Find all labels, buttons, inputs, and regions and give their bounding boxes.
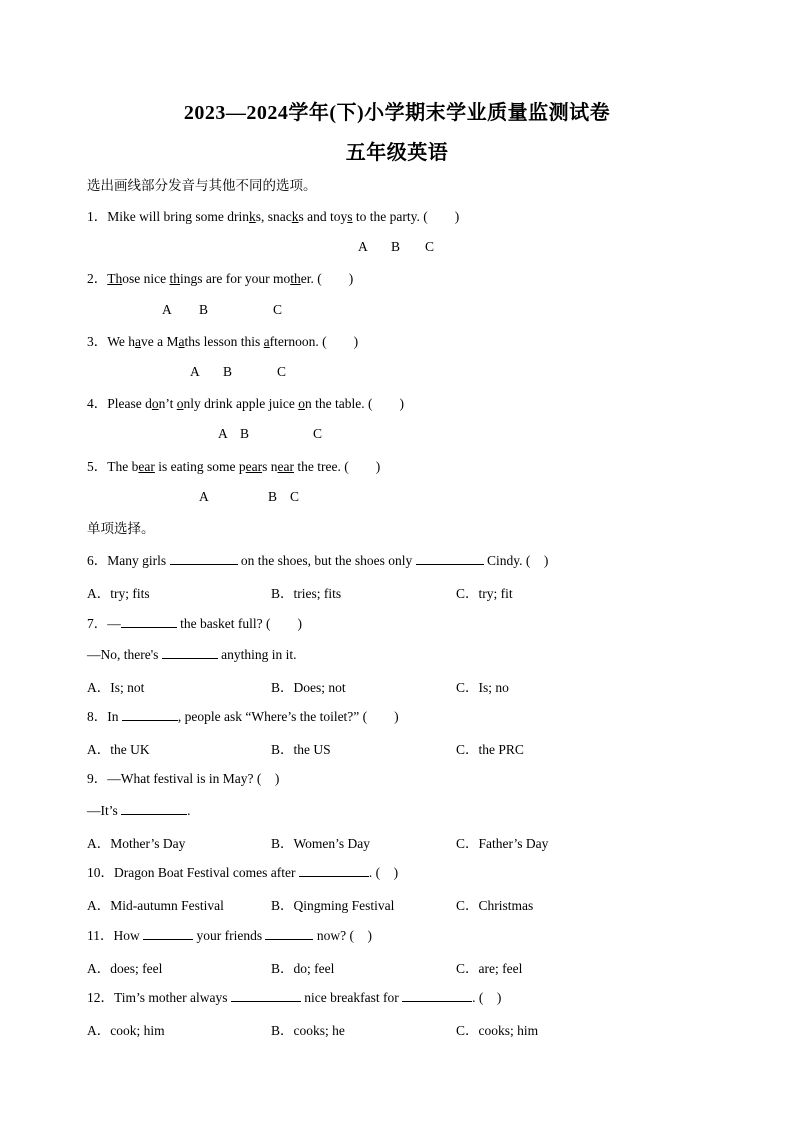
q8-option-b[interactable]: B．the US [271,742,331,757]
q2-label-b: B [199,302,209,317]
q12-stem-mid: nice breakfast for [300,990,403,1005]
q9-stem: 9．—What festival is in May? [87,771,254,786]
q11-stem: 11．How [87,928,144,943]
answer-blank[interactable] [121,801,187,815]
question-8 [87,707,399,726]
q8-option-c[interactable]: C．the PRC [456,742,524,757]
q11-option-a[interactable]: A．does; feel [87,961,163,976]
q3-label-c: C [277,364,287,379]
question-3 [87,333,358,351]
answer-blank[interactable] [162,645,218,659]
q4-label-c: C [313,426,323,441]
q11-option-c[interactable]: C．are; feel [456,961,523,976]
q12-option-b[interactable]: B．cooks; he [271,1023,345,1038]
q1-number: 1． [87,209,108,224]
q4-label-a: A [218,426,228,441]
q2-number: 2． [87,271,108,286]
answer-paren[interactable]: ( ) [423,209,460,224]
q1-text: Mike will bring some drinks, snacks and toys to the party. [107,209,420,224]
answer-paren[interactable]: ( ) [265,616,302,631]
question-10 [87,863,398,882]
answer-blank[interactable] [416,551,484,565]
q11-stem-mid: your friends [193,928,266,943]
q5-label-a: A [199,489,209,504]
answer-paren[interactable]: ( ) [317,271,354,286]
q7-reply-start: —No, there's [87,647,162,662]
q6-stem-mid: on the shoes, but the shoes only [237,553,416,568]
q6-stem: 6．Many girls [87,553,170,568]
answer-blank[interactable] [231,988,301,1002]
q7-reply-end: anything in it. [217,647,297,662]
q6-option-c[interactable]: C．try; fit [456,586,513,601]
q7-option-b[interactable]: B．Does; not [271,680,346,695]
q8-option-a[interactable]: A．the UK [87,742,150,757]
q12-option-c[interactable]: C．cooks; him [456,1023,539,1038]
question-5 [87,458,380,476]
q1-label-b: B [391,239,401,254]
q9-reply-start: —It’s [87,803,122,818]
q9-option-b[interactable]: B．Women’s Day [271,836,371,851]
answer-blank[interactable] [121,614,177,628]
q10-option-c[interactable]: C．Christmas [456,898,534,913]
q10-option-a[interactable]: A．Mid-autumn Festival [87,898,224,913]
q10-option-b[interactable]: B．Qingming Festival [271,898,395,913]
answer-paren[interactable]: ( ) [349,928,372,943]
question-1 [87,208,459,226]
section2-instruction: 单项选择。 [87,521,155,536]
answer-paren[interactable]: ( ) [256,771,280,786]
question-9 [87,770,279,788]
q2-label-a: A [162,302,172,317]
q7-option-c[interactable]: C．Is; no [456,680,509,695]
question-6 [87,551,548,570]
q1-label-a: A [358,239,368,254]
q8-stem: 8．In [87,709,122,724]
q3-label-b: B [223,364,233,379]
question-7-reply [87,645,297,664]
q4-label-b: B [240,426,250,441]
q3-text: We have a Maths lesson this afternoon. [107,334,319,349]
question-12 [87,988,501,1007]
q12-stem: 12．Tim’s mother always [87,990,231,1005]
q6-option-b[interactable]: B．tries; fits [271,586,342,601]
q11-option-b[interactable]: B．do; feel [271,961,335,976]
q10-stem-end: . [368,865,373,880]
answer-blank[interactable] [143,926,193,940]
q9-option-a[interactable]: A．Mother’s Day [87,836,186,851]
q8-stem-end: , people ask “Where’s the toilet?” [177,709,360,724]
answer-blank[interactable] [170,551,238,565]
question-9-reply [87,801,191,820]
answer-paren[interactable]: ( ) [478,990,502,1005]
q1-label-c: C [425,239,435,254]
q5-label-c: C [290,489,300,504]
q10-stem: 10．Dragon Boat Festival comes after [87,865,299,880]
q7-stem: 7．— [87,616,121,631]
question-2 [87,270,353,288]
section1-instruction: 选出画线部分发音与其他不同的选项。 [87,178,317,193]
question-11 [87,926,372,945]
q11-stem-end: now? [313,928,347,943]
answer-blank[interactable] [265,926,313,940]
question-4 [87,395,404,413]
answer-paren[interactable]: ( ) [367,396,404,411]
answer-blank[interactable] [122,707,178,721]
q5-label-b: B [268,489,278,504]
answer-blank[interactable] [402,988,472,1002]
q12-stem-end: . [472,990,476,1005]
q9-option-c[interactable]: C．Father’s Day [456,836,549,851]
question-7 [87,614,302,633]
answer-paren[interactable]: ( ) [344,459,381,474]
q5-number: 5． [87,459,108,474]
answer-paren[interactable]: ( ) [362,709,399,724]
q7-option-a[interactable]: A．Is; not [87,680,145,695]
q5-text: The bear is eating some pears near the tree. [107,459,341,474]
exam-title: 2023—2024学年(下)小学期末学业质量监测试卷 [183,102,611,124]
q12-option-a[interactable]: A．cook; him [87,1023,165,1038]
q3-label-a: A [190,364,200,379]
q4-number: 4． [87,396,108,411]
q3-number: 3． [87,334,108,349]
answer-paren[interactable]: ( ) [322,334,359,349]
q6-stem-end: Cindy. [483,553,523,568]
answer-paren[interactable]: ( ) [375,865,399,880]
q6-option-a[interactable]: A．try; fits [87,586,150,601]
exam-subtitle: 五年级英语 [345,142,449,164]
q2-label-c: C [273,302,283,317]
q7-stem-end: the basket full? [176,616,263,631]
q2-text: Those nice things are for your mother. [107,271,314,286]
answer-blank[interactable] [299,863,369,877]
q4-text: Please don’t only drink apple juice on the table. [107,396,365,411]
q9-reply-end: . [187,803,191,818]
answer-paren[interactable]: ( ) [525,553,549,568]
